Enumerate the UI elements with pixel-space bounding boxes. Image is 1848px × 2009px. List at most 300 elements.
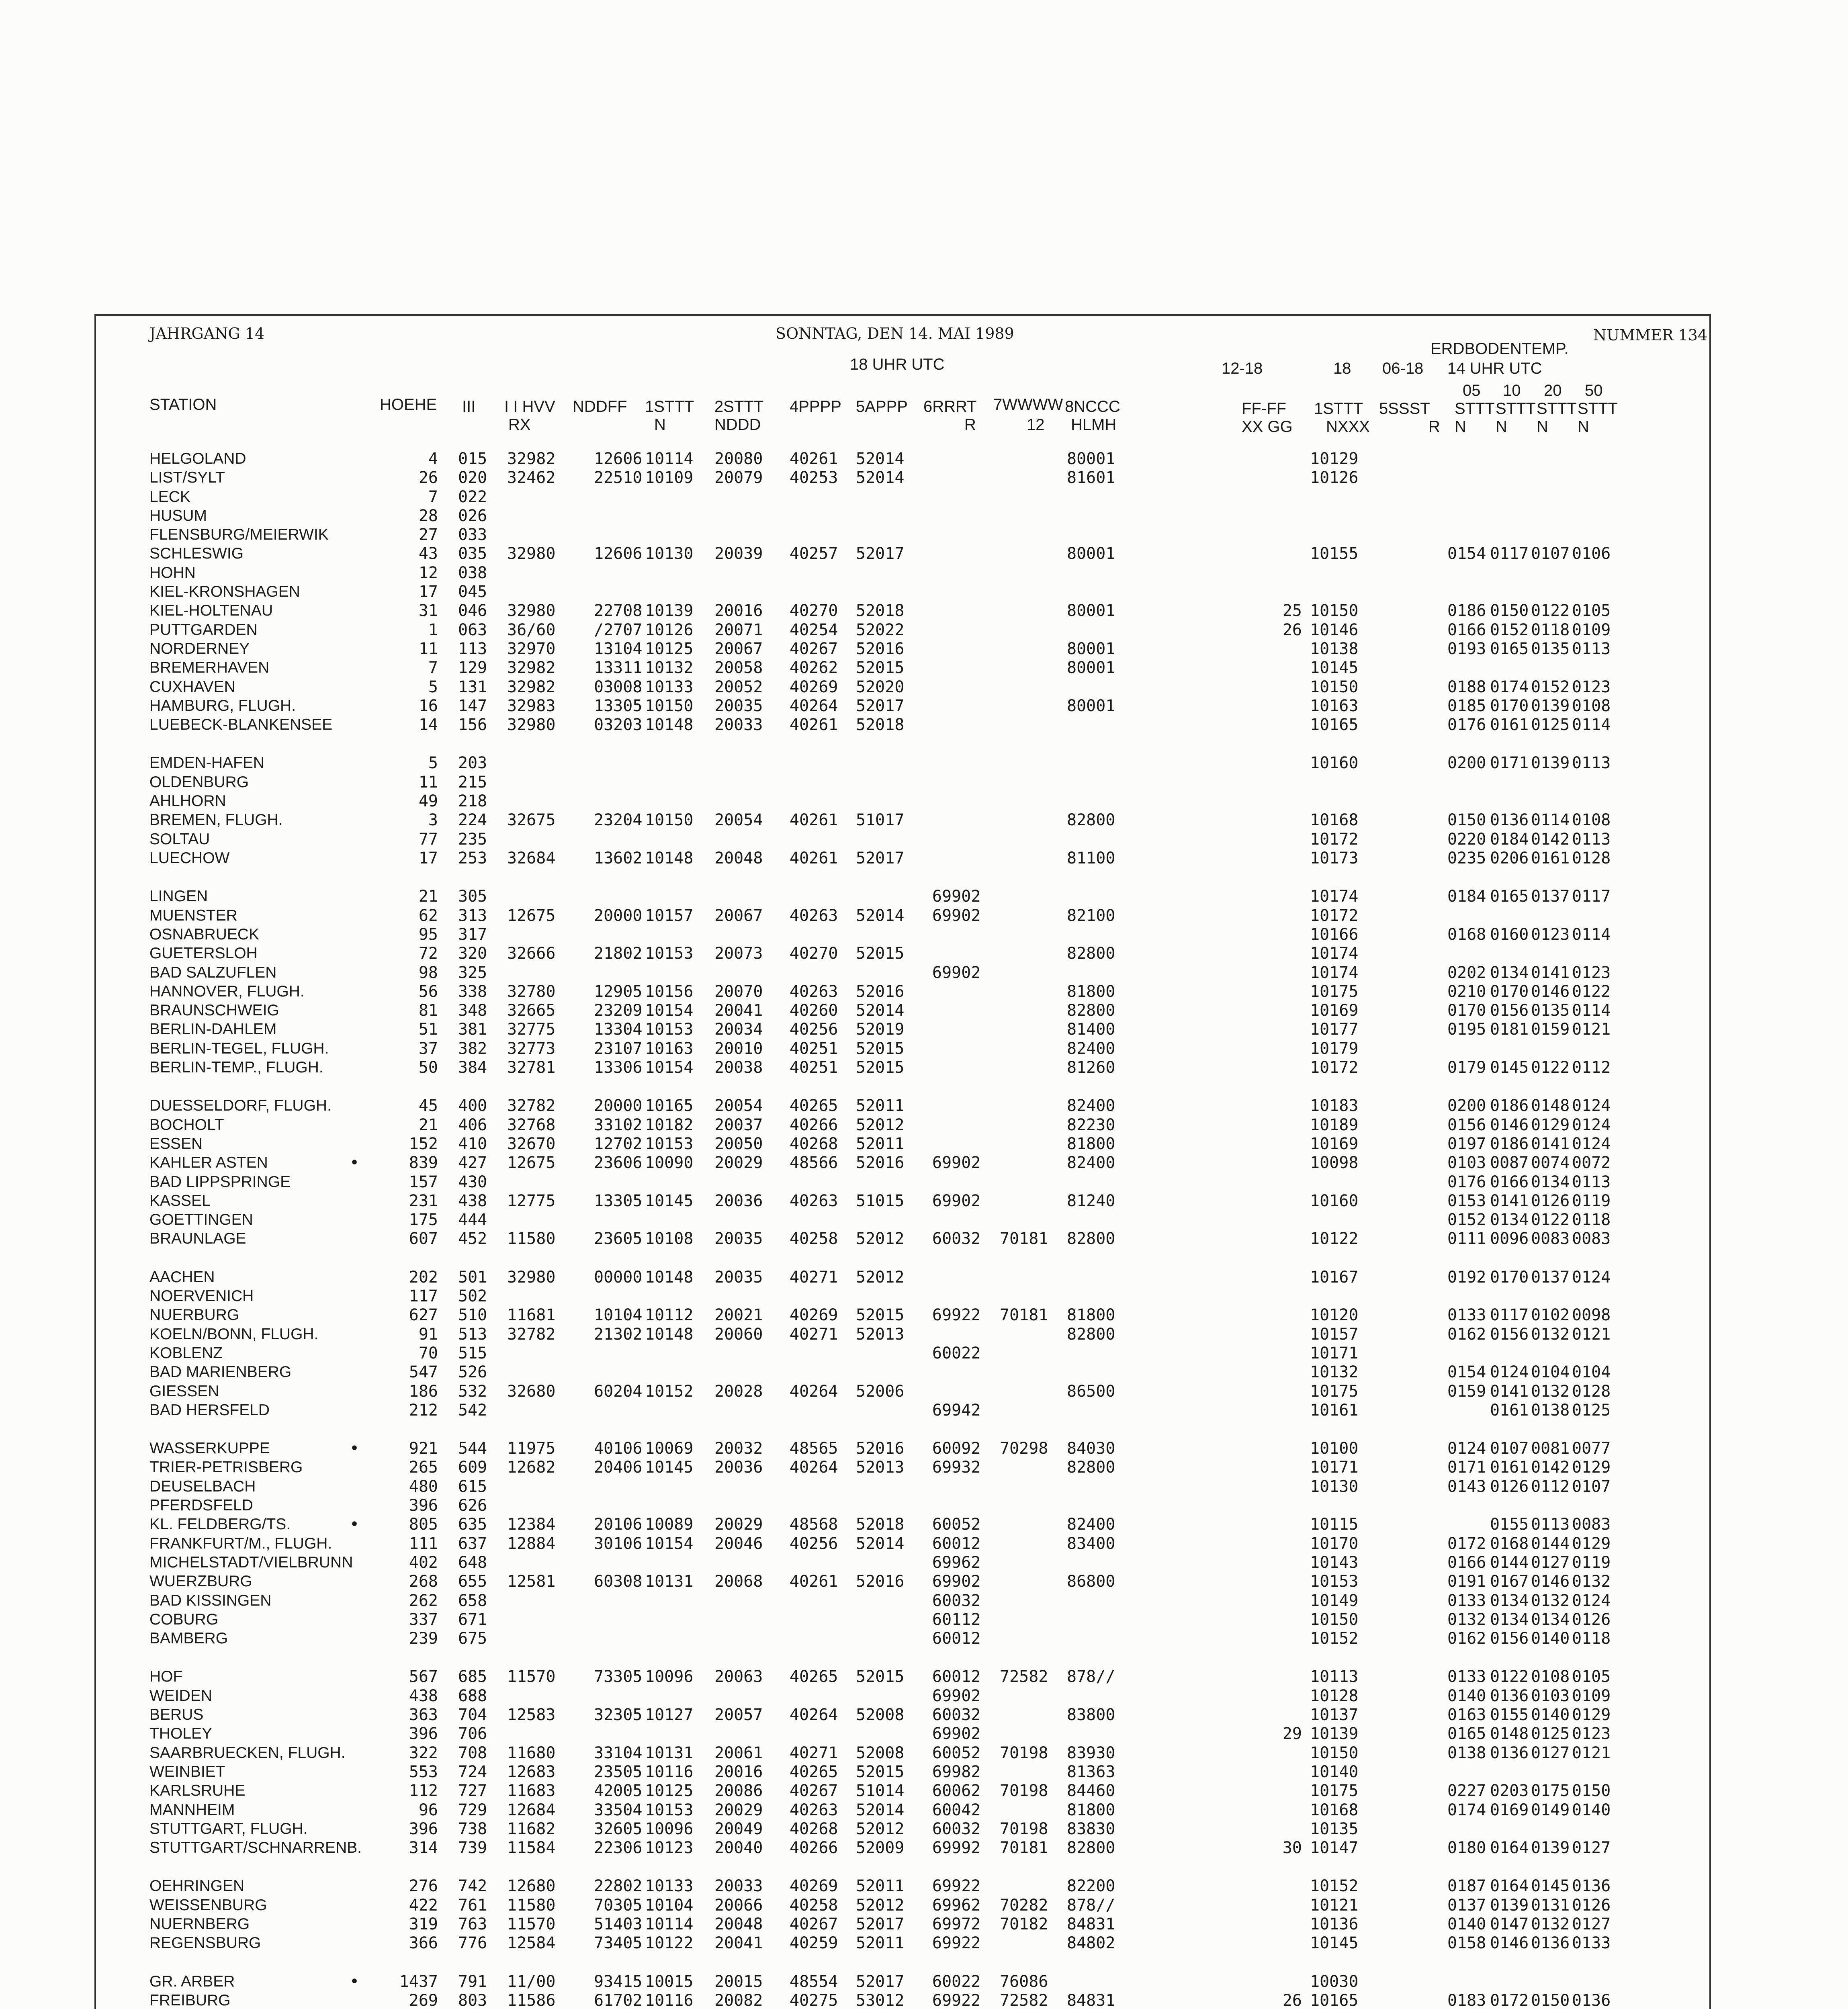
cell-iii: 131 (458, 678, 487, 696)
cell-hoehe: 7 (428, 488, 438, 506)
cell-g3: 10182 (645, 1116, 694, 1134)
table-row (0, 1781, 1848, 1800)
cell-g3: 10153 (645, 944, 694, 963)
cell-s18: 10166 (1310, 925, 1359, 944)
cell-hoehe: 16 (418, 697, 438, 715)
cell-g5: 40269 (790, 678, 838, 696)
cell-t50: 0072 (1572, 1154, 1611, 1172)
cell-t05: 0192 (1447, 1268, 1486, 1287)
cell-g6: 52015 (856, 659, 905, 677)
cell-g6: 52015 (856, 1058, 905, 1077)
cell-g2: 93415 (594, 1972, 643, 1991)
cell-g5: 40261 (790, 1572, 838, 1591)
cell-t20: 0136 (1531, 1934, 1570, 1952)
cell-g1: 32675 (507, 811, 556, 829)
mountain-station-marker: • (350, 1439, 360, 1458)
cell-t05: 0174 (1447, 1801, 1486, 1819)
cell-g5: 40260 (790, 1001, 838, 1020)
station-name: PUTTGARDEN (149, 621, 258, 638)
cell-iii: 381 (458, 1020, 487, 1039)
depth-10: 10 (1503, 382, 1521, 399)
cell-t20: 0132 (1531, 1325, 1570, 1344)
cell-t10: 0161 (1490, 716, 1529, 734)
station-name: WASSERKUPPE (149, 1440, 270, 1457)
cell-t50: 0113 (1572, 640, 1611, 658)
station-name: SAARBRUECKEN, FLUGH. (149, 1744, 346, 1761)
cell-s18: 10169 (1310, 1135, 1359, 1153)
cell-g3: 10148 (645, 1268, 694, 1287)
cell-g8: 76086 (1000, 1972, 1048, 1991)
cell-g7: 69902 (932, 1154, 981, 1172)
cell-g5: 40268 (790, 1820, 838, 1838)
cell-g3: 10148 (645, 716, 694, 734)
cell-t20: 0145 (1531, 1877, 1570, 1895)
cell-g9: 81800 (1067, 1306, 1115, 1324)
cell-g6: 52012 (856, 1820, 905, 1838)
cell-hoehe: 363 (409, 1706, 438, 1724)
col-e50-sub: N (1578, 418, 1589, 436)
cell-t50: 0150 (1572, 1782, 1611, 1800)
cell-iii: 427 (458, 1154, 487, 1172)
cell-g6: 52009 (856, 1839, 905, 1857)
cell-g6: 52016 (856, 1439, 905, 1458)
cell-t50: 0109 (1572, 1687, 1611, 1705)
cell-g4: 20032 (714, 1439, 763, 1458)
cell-iii: 655 (458, 1572, 487, 1591)
cell-t05: 0165 (1447, 1725, 1486, 1743)
cell-t10: 0186 (1490, 1097, 1529, 1115)
station-name: BAD MARIENBERG (149, 1363, 292, 1381)
cell-iii: 637 (458, 1534, 487, 1553)
cell-g9: 82400 (1067, 1039, 1115, 1058)
cell-t20: 0125 (1531, 716, 1570, 734)
cell-s18: 10172 (1310, 1058, 1359, 1077)
cell-t05: 0159 (1447, 1382, 1486, 1401)
table-row (0, 1496, 1848, 1515)
cell-t10: 0152 (1490, 621, 1529, 639)
cell-g6: 52019 (856, 1020, 905, 1039)
cell-t50: 0106 (1572, 544, 1611, 563)
cell-s18: 10155 (1310, 544, 1359, 563)
cell-t10: 0087 (1490, 1154, 1529, 1172)
table-row (0, 1553, 1848, 1572)
cell-g7: 60032 (932, 1820, 981, 1838)
cell-s18: 10126 (1310, 468, 1359, 487)
cell-s18: 10146 (1310, 621, 1359, 639)
cell-g6: 52014 (856, 1001, 905, 1020)
cell-g2: 12606 (594, 450, 643, 468)
cell-g4: 20039 (714, 544, 763, 563)
cell-t20: 0152 (1531, 678, 1570, 696)
cell-g2: /2707 (594, 621, 643, 639)
cell-g1: 11584 (507, 1839, 556, 1857)
cell-t10: 0148 (1490, 1725, 1529, 1743)
cell-g9: 82800 (1067, 944, 1115, 963)
cell-g8: 70198 (1000, 1820, 1048, 1838)
cell-hoehe: 175 (409, 1211, 438, 1229)
cell-s18: 10136 (1310, 1915, 1359, 1933)
cell-t05: 0133 (1447, 1306, 1486, 1324)
cell-g6: 51014 (856, 1782, 905, 1800)
col-5appp: 5APPP (856, 398, 908, 415)
cell-g6: 52006 (856, 1382, 905, 1401)
cell-t10: 0181 (1490, 1020, 1529, 1039)
cell-t05: 0140 (1447, 1687, 1486, 1705)
station-name: DEUSELBACH (149, 1478, 256, 1495)
cell-g9: 82800 (1067, 811, 1115, 829)
cell-g6: 52020 (856, 678, 905, 696)
cell-iii: 685 (458, 1667, 487, 1686)
cell-g9: 82800 (1067, 1325, 1115, 1344)
station-name: TRIER-PETRISBERG (149, 1459, 303, 1476)
cell-hoehe: 11 (418, 640, 438, 658)
cell-g4: 20073 (714, 944, 763, 963)
cell-g7: 69922 (932, 1934, 981, 1952)
cell-t10: 0161 (1490, 1401, 1529, 1420)
cell-t05: 0180 (1447, 1839, 1486, 1857)
cell-g4: 20021 (714, 1306, 763, 1324)
cell-iii: 147 (458, 697, 487, 715)
col-1sttt-sub: N (654, 416, 666, 434)
cell-t10: 0156 (1490, 1001, 1529, 1020)
cell-t20: 0123 (1531, 925, 1570, 944)
table-row (0, 830, 1848, 849)
cell-g3: 10096 (645, 1667, 694, 1686)
cell-g5: 40264 (790, 1382, 838, 1401)
cell-g5: 40270 (790, 601, 838, 620)
cell-iii: 325 (458, 964, 487, 982)
cell-hoehe: 265 (409, 1458, 438, 1477)
cell-g2: 13304 (594, 1020, 643, 1039)
cell-g7: 60012 (932, 1667, 981, 1686)
cell-t10: 0117 (1490, 1306, 1529, 1324)
mountain-station-marker: • (350, 1972, 360, 1991)
col-7wwww-sub: 12 (1027, 416, 1045, 434)
cell-g5: 40259 (790, 1934, 838, 1952)
cell-hoehe: 4 (428, 450, 438, 468)
cell-hoehe: 77 (418, 830, 438, 849)
cell-t10: 0136 (1490, 1744, 1529, 1762)
cell-t05: 0200 (1447, 754, 1486, 772)
cell-g9: 84030 (1067, 1439, 1115, 1458)
station-name: SCHLESWIG (149, 545, 244, 562)
cell-t05: 0154 (1447, 1363, 1486, 1381)
cell-g5: 40266 (790, 1116, 838, 1134)
cell-g7: 60062 (932, 1782, 981, 1800)
station-name: BRAUNLAGE (149, 1230, 246, 1247)
table-row (0, 1610, 1848, 1629)
col-station: STATION (149, 396, 217, 413)
table-row (0, 601, 1848, 620)
station-name: BREMEN, FLUGH. (149, 811, 283, 829)
cell-g9: 83830 (1067, 1820, 1115, 1838)
cell-g6: 52012 (856, 1116, 905, 1134)
cell-g2: 13602 (594, 849, 643, 867)
cell-t50: 0077 (1572, 1439, 1611, 1458)
cell-g2: 20406 (594, 1458, 643, 1477)
table-row (0, 1762, 1848, 1782)
cell-hoehe: 91 (418, 1325, 438, 1344)
table-row (0, 1115, 1848, 1135)
cell-t10: 0186 (1490, 1135, 1529, 1153)
cell-t10: 0126 (1490, 1477, 1529, 1496)
cell-hoehe: 5 (428, 678, 438, 696)
col-5ssst-sub: R (1428, 418, 1440, 436)
cell-g5: 40268 (790, 1135, 838, 1153)
cell-iii: 452 (458, 1230, 487, 1248)
cell-t50: 0083 (1572, 1230, 1611, 1248)
cell-g7: 69922 (932, 1306, 981, 1324)
depth-20: 20 (1544, 382, 1562, 399)
table-row (0, 1363, 1848, 1382)
col-e10: STTT (1496, 400, 1536, 417)
cell-g1: 32768 (507, 1116, 556, 1134)
station-name: GR. ARBER (149, 1973, 235, 1990)
cell-g9: 82800 (1067, 1839, 1115, 1857)
table-row (0, 449, 1848, 468)
cell-g5: 40261 (790, 716, 838, 734)
cell-g7: 60092 (932, 1439, 981, 1458)
cell-g2: 51403 (594, 1915, 643, 1933)
cell-t50: 0124 (1572, 1097, 1611, 1115)
cell-hoehe: 12 (418, 564, 438, 582)
cell-g2: 03008 (594, 678, 643, 696)
table-row (0, 506, 1848, 526)
cell-hoehe: 49 (418, 792, 438, 810)
cell-g5: 40256 (790, 1020, 838, 1039)
table-row (0, 1344, 1848, 1363)
cell-hoehe: 239 (409, 1629, 438, 1648)
cell-g5: 40265 (790, 1763, 838, 1781)
cell-g3: 10069 (645, 1439, 694, 1458)
table-row (0, 1172, 1848, 1192)
cell-g5: 40263 (790, 1801, 838, 1819)
cell-g5: 48554 (790, 1972, 838, 1991)
h18-label: 18 (1333, 360, 1351, 377)
cell-g3: 10150 (645, 811, 694, 829)
cell-t05: 0163 (1447, 1706, 1486, 1724)
cell-g4: 20028 (714, 1382, 763, 1401)
cell-iii: 033 (458, 526, 487, 544)
table-row (0, 544, 1848, 563)
cell-iii: 400 (458, 1097, 487, 1115)
table-row (0, 1458, 1848, 1477)
cell-t10: 0096 (1490, 1230, 1529, 1248)
table-row (0, 1591, 1848, 1610)
cell-hoehe: 98 (418, 964, 438, 982)
cell-hoehe: 314 (409, 1839, 438, 1857)
cell-g2: 20000 (594, 906, 643, 925)
cell-g3: 10096 (645, 1820, 694, 1838)
cell-t50: 0113 (1572, 830, 1611, 849)
cell-t50: 0128 (1572, 849, 1611, 867)
utc18-label: 18 UHR UTC (850, 356, 945, 373)
cell-t10: 0146 (1490, 1116, 1529, 1134)
cell-g1: 12775 (507, 1192, 556, 1210)
cell-g7: 60022 (932, 1972, 981, 1991)
cell-g2: 60204 (594, 1382, 643, 1401)
cell-hoehe: 547 (409, 1363, 438, 1381)
cell-g7: 69932 (932, 1458, 981, 1477)
cell-t05: 0138 (1447, 1744, 1486, 1762)
table-row (0, 1819, 1848, 1839)
cell-hoehe: 17 (418, 583, 438, 601)
cell-iii: 635 (458, 1515, 487, 1534)
cell-g6: 52012 (856, 1230, 905, 1248)
cell-t10: 0165 (1490, 887, 1529, 906)
station-name: KIEL-HOLTENAU (149, 602, 273, 619)
cell-g9: 81100 (1067, 849, 1115, 867)
cell-g4: 20063 (714, 1667, 763, 1686)
cell-g7: 60012 (932, 1534, 981, 1553)
cell-t50: 0104 (1572, 1363, 1611, 1381)
cell-t05: 0166 (1447, 1553, 1486, 1572)
cell-iii: 544 (458, 1439, 487, 1458)
col-5ssst: 5SSST (1379, 400, 1430, 417)
cell-t20: 0102 (1531, 1306, 1570, 1324)
cell-hoehe: 1437 (399, 1972, 438, 1991)
cell-s18: 10170 (1310, 1534, 1359, 1553)
cell-g4: 20052 (714, 678, 763, 696)
cell-g3: 10154 (645, 1534, 694, 1553)
cell-t05: 0132 (1447, 1610, 1486, 1629)
cell-t20: 0159 (1531, 1020, 1570, 1039)
h0618-label: 06-18 (1382, 360, 1424, 377)
cell-g3: 10126 (645, 621, 694, 639)
cell-t20: 0127 (1531, 1744, 1570, 1762)
cell-g7: 60032 (932, 1592, 981, 1610)
cell-g7: 60052 (932, 1515, 981, 1534)
cell-g1: 32980 (507, 1268, 556, 1287)
cell-g1: 32780 (507, 982, 556, 1001)
station-name: BERUS (149, 1706, 204, 1723)
col-7wwww: 7WWWW (993, 396, 1063, 413)
cell-t05: 0150 (1447, 811, 1486, 829)
col-6rrrt-sub: R (964, 416, 976, 434)
cell-t20: 0139 (1531, 754, 1570, 772)
cell-iii: 738 (458, 1820, 487, 1838)
cell-t20: 0114 (1531, 811, 1570, 829)
cell-t05: 0103 (1447, 1154, 1486, 1172)
cell-hoehe: 7 (428, 659, 438, 677)
cell-t05: 0143 (1447, 1477, 1486, 1496)
station-name: STUTTGART/SCHNARRENB. (149, 1839, 362, 1856)
cell-g4: 20067 (714, 906, 763, 925)
cell-t10: 0134 (1490, 1592, 1529, 1610)
cell-g6: 52016 (856, 982, 905, 1001)
cell-g1: 32782 (507, 1325, 556, 1344)
station-name: KARLSRUHE (149, 1782, 246, 1799)
cell-t10: 0161 (1490, 1458, 1529, 1477)
cell-t20: 0134 (1531, 1173, 1570, 1191)
cell-t10: 0147 (1490, 1915, 1529, 1933)
cell-t50: 0119 (1572, 1553, 1611, 1572)
cell-g9: 82400 (1067, 1515, 1115, 1534)
table-row (0, 620, 1848, 640)
cell-t10: 0144 (1490, 1553, 1529, 1572)
cell-hoehe: 607 (409, 1230, 438, 1248)
station-name: EMDEN-HAFEN (149, 754, 265, 771)
cell-iii: 382 (458, 1039, 487, 1058)
cell-g6: 52018 (856, 601, 905, 620)
cell-s18: 10175 (1310, 1382, 1359, 1401)
cell-g3: 10154 (645, 1001, 694, 1020)
cell-t05: 0137 (1447, 1896, 1486, 1915)
cell-s18: 10135 (1310, 1820, 1359, 1838)
cell-g4: 20033 (714, 1877, 763, 1895)
cell-s18: 10183 (1310, 1097, 1359, 1115)
cell-t50: 0114 (1572, 1001, 1611, 1020)
cell-g5: 40256 (790, 1534, 838, 1553)
cell-g4: 20036 (714, 1192, 763, 1210)
cell-iii: 046 (458, 601, 487, 620)
cell-g3: 10112 (645, 1306, 694, 1324)
cell-t05: 0133 (1447, 1667, 1486, 1686)
cell-hoehe: 152 (409, 1135, 438, 1153)
cell-g4: 20058 (714, 659, 763, 677)
cell-g3: 10090 (645, 1154, 694, 1172)
cell-iii: 129 (458, 659, 487, 677)
cell-g9: 83800 (1067, 1706, 1115, 1724)
station-name: OSNABRUECK (149, 926, 260, 943)
cell-g8: 70181 (1000, 1306, 1048, 1324)
cell-t10: 0146 (1490, 1934, 1529, 1952)
cell-g8: 70282 (1000, 1896, 1048, 1915)
cell-s18: 10189 (1310, 1116, 1359, 1134)
cell-g5: 40263 (790, 906, 838, 925)
cell-g1: 12584 (507, 1934, 556, 1952)
cell-t50: 0124 (1572, 1268, 1611, 1287)
cell-t10: 0141 (1490, 1192, 1529, 1210)
cell-g3: 10148 (645, 1325, 694, 1344)
cell-s18: 10152 (1310, 1877, 1359, 1895)
cell-g4: 20050 (714, 1135, 763, 1153)
table-row (0, 1515, 1848, 1534)
cell-g2: 23107 (594, 1039, 643, 1058)
cell-g2: 13311 (594, 659, 643, 677)
table-row (0, 1401, 1848, 1420)
depth-50: 50 (1585, 382, 1603, 399)
cell-g3: 10125 (645, 1782, 694, 1800)
station-name: FLENSBURG/MEIERWIK (149, 526, 329, 543)
cell-g7: 60052 (932, 1744, 981, 1762)
cell-g5: 48566 (790, 1154, 838, 1172)
cell-g8: 70181 (1000, 1839, 1048, 1857)
cell-g9: 86800 (1067, 1572, 1115, 1591)
cell-hoehe: 202 (409, 1268, 438, 1287)
cell-t05: 0171 (1447, 1458, 1486, 1477)
table-row (0, 1039, 1848, 1058)
station-name: BOCHOLT (149, 1116, 224, 1133)
cell-g9: 80001 (1067, 697, 1115, 715)
cell-t10: 0122 (1490, 1667, 1529, 1686)
cell-t10: 0134 (1490, 964, 1529, 982)
cell-t20: 0122 (1531, 601, 1570, 620)
cell-hoehe: 26 (418, 468, 438, 487)
cell-g6: 52018 (856, 1515, 905, 1534)
mountain-station-marker: • (350, 1515, 360, 1534)
cell-g2: 73405 (594, 1934, 643, 1952)
cell-t50: 0126 (1572, 1610, 1611, 1629)
cell-iii: 215 (458, 773, 487, 792)
cell-s18: 10130 (1310, 1477, 1359, 1496)
cell-t20: 0137 (1531, 1268, 1570, 1287)
cell-t05: 0210 (1447, 982, 1486, 1001)
cell-g6: 52011 (856, 1135, 905, 1153)
station-name: FREIBURG (149, 1992, 231, 2009)
table-row (0, 1705, 1848, 1725)
cell-t50: 0121 (1572, 1325, 1611, 1344)
